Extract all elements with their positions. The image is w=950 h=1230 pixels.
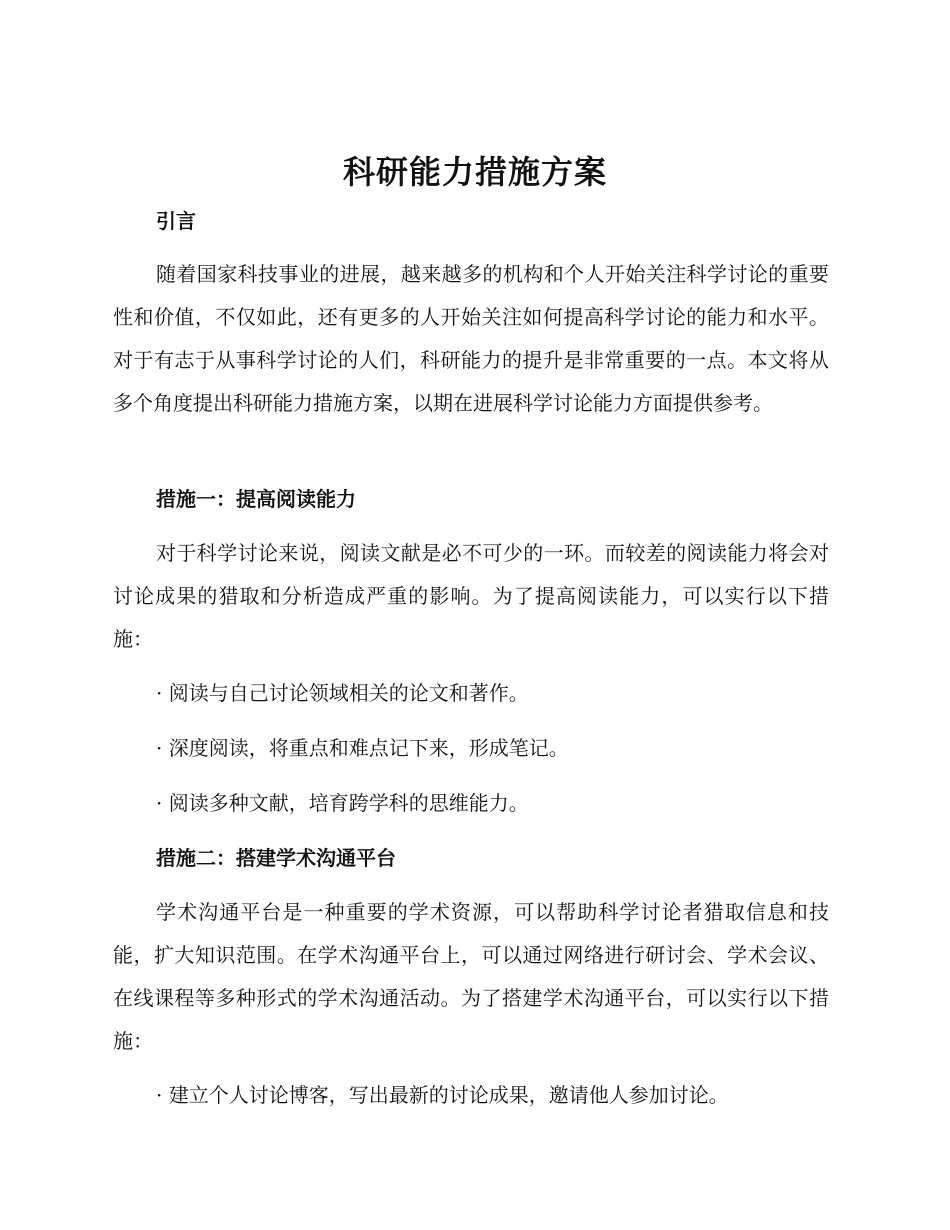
section1-bullet-1: · 阅读与自己讨论领域相关的论文和著作。	[156, 681, 529, 705]
section2-paragraph: 学术沟通平台是一种重要的学术资源，可以帮助科学讨论者猎取信息和技能，扩大知识范围。在学术沟通平台上，可以通过网络进行研讨会、学术会议、在线课程等多种形式的学术沟通活动。为了搭建学术沟通平台，可以实行以下措施：	[113, 900, 829, 1053]
section1-bullet-2: · 深度阅读，将重点和难点记下来，形成笔记。	[156, 736, 569, 760]
section2-heading: 措施二：搭建学术沟通平台	[156, 846, 396, 870]
section1-paragraph: 对于科学讨论来说，阅读文献是必不可少的一环。而较差的阅读能力将会对讨论成果的猎取和分析造成严重的影响。为了提高阅读能力，可以实行以下措施：	[113, 541, 829, 651]
intro-heading: 引言	[156, 209, 196, 233]
section2-bullet-1: · 建立个人讨论博客，写出最新的讨论成果，邀请他人参加讨论。	[156, 1083, 729, 1107]
section1-bullet-3: · 阅读多种文献，培育跨学科的思维能力。	[156, 791, 529, 815]
intro-paragraph: 随着国家科技事业的进展，越来越多的机构和个人开始关注科学讨论的重要性和价值，不仅如此，还有更多的人开始关注如何提高科学讨论的能力和水平。对于有志于从事科学讨论的人们，科研能力的提升是非常重要的一点。本文将从多个角度提出科研能力措施方案，以期在进展科学讨论能力方面提供参考。	[113, 262, 829, 415]
document-title: 科研能力措施方案	[342, 153, 607, 191]
section1-heading: 措施一：提高阅读能力	[156, 487, 356, 511]
